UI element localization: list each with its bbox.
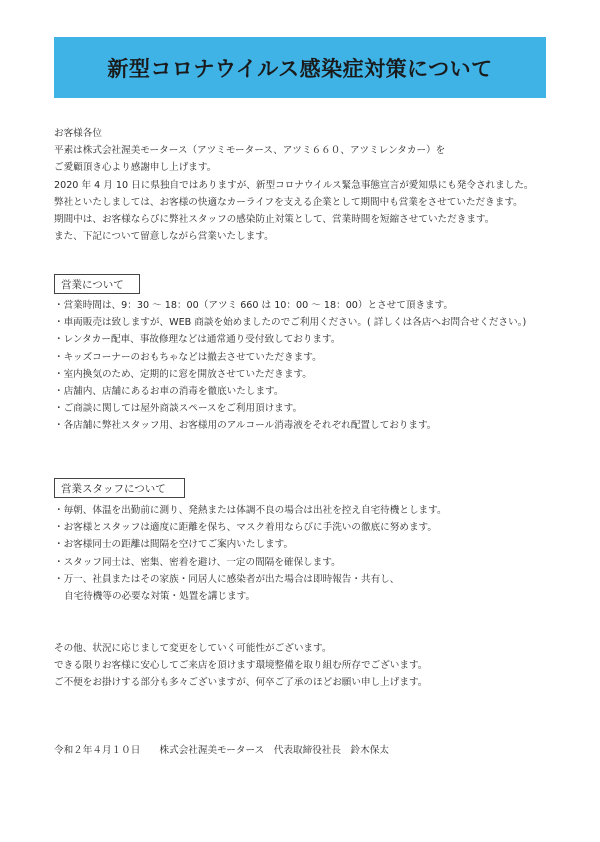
list-item: ・毎朝、体温を出勤前に測り、発熱または体調不良の場合は出社を控え自宅待機とします。 bbox=[54, 505, 447, 516]
list-item-continuation: 自宅待機等の必要な対策・処置を講じます。 bbox=[64, 591, 256, 603]
business-list bbox=[54, 297, 526, 435]
list-item: ・スタッフ同士は、密集、密着を避け、一定の間隔を確保します。 bbox=[54, 556, 341, 568]
list-item: ・お客様同士の距離は間隔を空けてご案内いたします。 bbox=[54, 539, 294, 551]
list-item: ・車両販売は致しますが、WEB 商談を始めましたのでご利用ください。( 詳しくは各店へお問合せください。) bbox=[54, 317, 527, 329]
intro-text bbox=[54, 125, 534, 245]
list-item: ・お客様とスタッフは適度に距離を保ち、マスク着用ならびに手洗いの徹底に努めます。 bbox=[54, 522, 437, 534]
list-item: ・室内換気のため、定期的に窓を開放させていただきます。 bbox=[54, 368, 312, 380]
intro-line: 平素は株式会社渥美モータース（アツミモータース、アツミ６６０、アツミレンタカー）を bbox=[54, 145, 446, 157]
intro-line: 2020 年 4 月 10 日に県独自ではありますが、新型コロナウイルス緊急事態宣言が愛知県にも発令されました。 bbox=[54, 179, 534, 191]
page-title: 新型コロナウイルス感染症対策について bbox=[107, 55, 493, 81]
list-item: ・店舗内、店舗にあるお車の消毒を徹底いたします。 bbox=[54, 386, 284, 398]
section-heading-business: 営業について bbox=[54, 274, 140, 294]
closing-text bbox=[54, 640, 427, 692]
list-item: ・営業時間は、9：30 ～ 18：00（アツミ 660 は 10：00 ～ 18：00）とさせて頂きます。 bbox=[54, 300, 454, 311]
list-item: ・キッズコーナーのおもちゃなどは撤去させていただきます。 bbox=[54, 351, 322, 363]
intro-line: ご愛顧頂き心より感謝申し上げます。 bbox=[54, 162, 217, 174]
intro-line: 弊社といたしましては、お客様の快適なカーライフを支える企業として期間中も営業をさせていただきます。 bbox=[54, 196, 523, 208]
intro-line: 期間中は、お客様ならびに弊社スタッフの感染防止対策として、営業時間を短縮させていただきます。 bbox=[54, 214, 495, 226]
closing-line: その他、状況に応じまして変更をしていく可能性がございます。 bbox=[54, 643, 332, 654]
list-item: ・各店舗に弊社スタッフ用、お客様用のアルコール消毒液をそれぞれ配置しております。 bbox=[54, 420, 437, 432]
title-banner bbox=[54, 37, 546, 98]
intro-line: また、下記について留意しながら営業いたします。 bbox=[54, 231, 274, 243]
intro-line: お客様各位 bbox=[54, 128, 102, 139]
list-item: ・レンタカー配車、事故修理などは通常通り受付致しております。 bbox=[54, 334, 341, 346]
closing-line: ご不便をお掛けする部分も多々ございますが、何卒ご了承のほどお願い申し上げます。 bbox=[54, 677, 428, 689]
list-item: ・万一、社員またはその家族・同居人に感染者が出た場合は即時報告・共有し、 bbox=[54, 573, 400, 585]
staff-list bbox=[54, 502, 447, 605]
closing-line: できる限りお客様に安心してご来店を頂けます環境整備を取り組む所存でございます。 bbox=[54, 660, 428, 672]
signature-line: 令和２年４月１０日 株式会社渥美モータース 代表取締役社長 鈴木保太 bbox=[54, 745, 389, 756]
section-heading-staff: 営業スタッフについて bbox=[54, 478, 185, 498]
list-item: ・ご商談に関しては屋外商談スペースをご利用頂けます。 bbox=[54, 403, 303, 415]
